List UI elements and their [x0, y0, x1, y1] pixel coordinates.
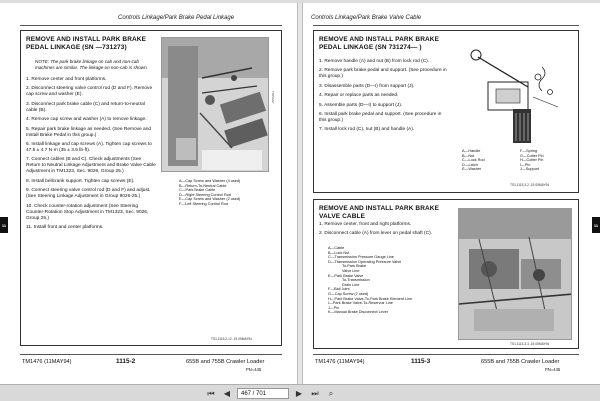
legend-item: A—Handle — [462, 149, 481, 153]
valve-cable-figure — [458, 208, 572, 340]
figure-legend — [462, 149, 572, 172]
header-rule — [20, 25, 282, 26]
section-side-tab: 11 — [592, 217, 600, 233]
list-item: 2. Disconnect cable (A) from lever on pedal shaft (C). — [319, 231, 433, 237]
linkage-illustration — [162, 38, 269, 172]
document-page-left — [0, 3, 298, 384]
list-item: 5. Assemble parts (D—I) to support (J). — [319, 102, 403, 108]
figure-legend — [179, 179, 279, 207]
header-rule — [313, 25, 579, 26]
running-head: Controls Linkage/Park Brake Valve Cable — [311, 15, 422, 21]
footer-pn: PN=445 — [545, 367, 561, 372]
list-item: 2. Disconnect steering valve control rod (D and F). Remove cap screw and washer (E). — [26, 86, 153, 98]
section-title: REMOVE AND INSTALL PARK BRAKE PEDAL LINKAGE (SN 731274— ) — [319, 36, 440, 51]
legend-item: C—Transmission Pressure Gauge Line — [328, 255, 394, 260]
list-item: 3. Disassemble parts (D—I) from support (J). — [319, 83, 415, 89]
list-item: 4. Remove cap screw and washer (A) to remove linkage. — [26, 117, 147, 123]
legend-item: J—Pin — [328, 305, 340, 310]
legend-item: To-Park Brake — [342, 264, 367, 269]
valve-cable-illustration — [459, 209, 572, 340]
step-list — [319, 59, 449, 137]
legend-item: Valve Line — [342, 268, 360, 273]
section-title: REMOVE AND INSTALL PARK BRAKE PEDAL LINKAGE (SN —731273) — [26, 36, 147, 51]
note-text: NOTE: The park brake linkage on cab and non-cab machines are similar. The linkage on non-cab is shown. — [35, 59, 148, 70]
list-item: 6. Install linkage and cap screws (A). Tighten cap screws to 47.5 ± 4.7 N·m (35 ± 3.5 lb-ft). — [26, 141, 152, 153]
last-page-button[interactable]: ⏭ — [311, 388, 319, 398]
legend-item: H—Park Brake Valve-To-Park Brake Element Line — [328, 296, 413, 301]
first-page-button[interactable]: ⏮ — [207, 388, 215, 398]
legend-item: I—Pin — [520, 162, 531, 167]
next-page-button[interactable]: ▶ — [295, 389, 303, 398]
legend-item: E—Park Brake Valve — [328, 273, 364, 278]
step-list — [319, 222, 449, 241]
list-item: 9. Connect steering valve control rod (D and F) and adjust. (See Steering Linkage Adjustment in Group 9026-25.) — [26, 188, 151, 200]
pedal-assembly-illustration — [458, 37, 568, 147]
footer-page-number: 1115-2 — [116, 358, 136, 365]
list-item: 1. Remove center and front platforms. — [26, 77, 107, 82]
legend-item: F—Left Steering Control Rod — [179, 201, 228, 206]
figure-footer-code: TS1,1115,3-2 -19-05MAY94 — [510, 183, 550, 187]
list-item: 1. Remove handle (A) and nut (B) from lock rod (C). — [319, 59, 430, 64]
list-item: 5. Repair park brake linkage as needed. (See Remove and Install Brake Pedal in this group.) — [26, 126, 152, 138]
pedal-assembly-figure — [458, 37, 568, 147]
linkage-figure — [161, 37, 269, 172]
legend-item: C—Park Brake Cable — [179, 188, 216, 193]
legend-item: To-Transmission — [342, 278, 370, 283]
list-item: 8. Install bellcrank support. Tighten cap screws (E). — [26, 178, 135, 184]
footer-manual-id: TM1476 (11MAY94) — [22, 359, 72, 365]
legend-item: K—Manual Brake Disconnect Lever — [328, 310, 389, 315]
search-icon[interactable]: ⌕ — [328, 388, 334, 398]
legend-item: F—Ball Joint — [328, 287, 350, 292]
section-side-tab: 11 — [0, 217, 8, 233]
list-item: 3. Disconnect park brake cable (C) and return-to-neutral cable (B). — [26, 101, 145, 113]
legend-item: B—Lock Nut — [328, 250, 350, 255]
list-item: 10. Check counter-rotation adjustment (See Steering Counter-Rotation Stop Adjustment in TM1323, Sec. 9026, Group 25.) — [26, 203, 149, 221]
legend-item: J—Support — [520, 167, 539, 172]
legend-item: E—Cap Screw and Washer (2 used) — [179, 197, 241, 202]
section-title: REMOVE AND INSTALL PARK BRAKE VALVE CABLE — [319, 205, 440, 220]
figure-side-code: T8454AP — [271, 91, 275, 104]
legend-item: A—Cable — [328, 246, 345, 250]
section-park-brake-valve-cable — [313, 199, 579, 349]
legend-item: G—Cotter Pin — [520, 153, 544, 158]
footer-pn: PN=445 — [246, 367, 262, 372]
footer-page-number: 1115-3 — [411, 358, 431, 365]
figure-footer-code: TS1,1115,3-3 -19-05MAY94 — [510, 342, 550, 346]
legend-item: Drain Line — [342, 282, 360, 287]
legend-item: G—Cap Screw (2 used) — [328, 291, 369, 296]
legend-item: D—Transmission Operating Pressure Valve — [328, 259, 402, 264]
footer-rule — [313, 354, 579, 355]
list-item: 7. Install lock rod (C), nut (B) and handle (A). — [319, 127, 415, 133]
legend-item: F—Spring — [520, 149, 538, 153]
legend-item: C—Lock Rod — [462, 158, 485, 163]
footer-manual-id: TM1476 (11MAY94) — [315, 359, 365, 365]
page-navigation — [205, 387, 337, 400]
step-list — [26, 77, 156, 234]
page-number-input[interactable]: 467 / 701 — [237, 388, 289, 399]
section-pedal-linkage-sn731274 — [313, 30, 579, 193]
footer-machine: 655B and 755B Crawler Loader — [186, 359, 265, 365]
running-head: Controls Linkage/Park Brake Pedal Linkage — [118, 15, 235, 21]
footer-rule — [20, 354, 282, 355]
list-item: 6. Install park brake pedal and support. (See procedure in this group.) — [319, 111, 442, 123]
section-park-brake-pedal-linkage — [20, 30, 282, 346]
list-item: 11. Install front and center platforms. — [26, 224, 104, 230]
legend-item: A—Cap Screw and Washer (4 used) — [179, 179, 241, 183]
previous-page-button[interactable]: ◀ — [223, 389, 231, 398]
footer-machine: 655B and 755B Crawler Loader — [481, 359, 560, 365]
legend-item: D—Right Steering Control Rod — [179, 192, 231, 197]
list-item: 4. Repair or replace parts as needed. — [319, 93, 399, 99]
list-item: 2. Remove park brake pedal and support. (See procedure in this group.) — [319, 68, 447, 80]
viewer-toolbar — [0, 384, 600, 401]
document-page-right — [302, 3, 600, 384]
legend-item: B—Nut — [462, 153, 475, 158]
figure-footer-code: TS1,1115,2-12 -19-05MAY94 — [211, 337, 252, 341]
legend-item: I—Park Brake Valve-To-Reservoir Line — [328, 301, 393, 306]
legend-item: D—Latch — [462, 162, 478, 167]
figure-legend — [328, 246, 448, 315]
legend-item: B—Return-To-Neutral Cable — [179, 183, 227, 188]
list-item: 1. Remove center, front and right platforms. — [319, 222, 412, 227]
legend-item: H—Cotter Pin — [520, 158, 544, 163]
list-item: 7. Connect cables (B and C). Check adjustments (See Return to Neutral Linkage Adjustment and Brake Valve Cable Adjustment in TM1323, Sec. 9026, Group 25.) — [26, 157, 156, 175]
legend-item: E—Washer — [462, 167, 482, 172]
